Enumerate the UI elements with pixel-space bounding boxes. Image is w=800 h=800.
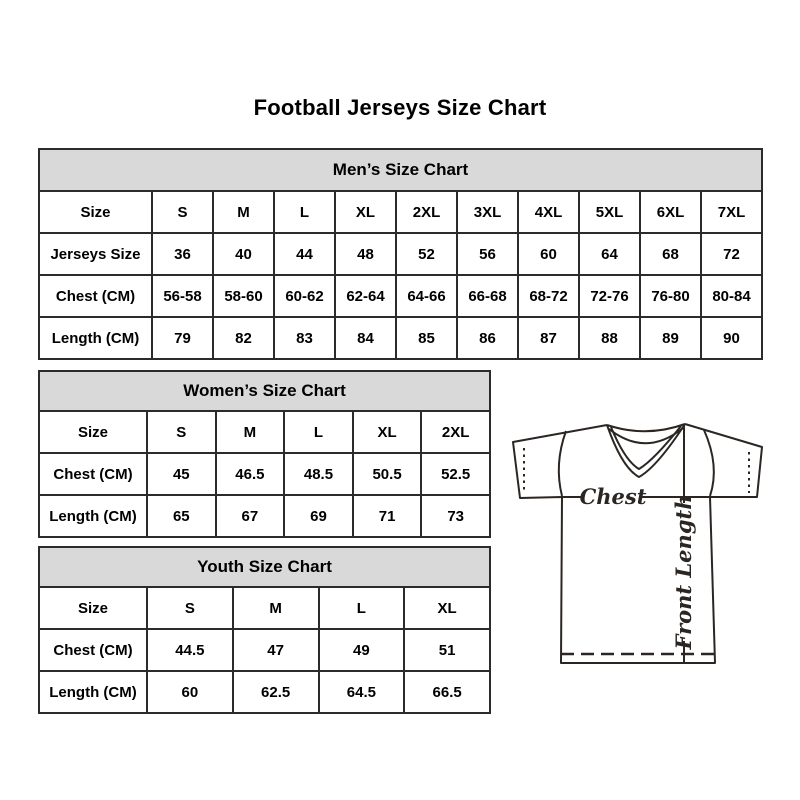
- youth-size-table: [38, 546, 491, 714]
- cell-value: 47: [233, 629, 319, 671]
- cell-value: 2XL: [421, 411, 490, 453]
- cell-value: 76-80: [640, 275, 701, 317]
- cell-value: S: [147, 587, 233, 629]
- cell-value: 6XL: [640, 191, 701, 233]
- cell-value: 72-76: [579, 275, 640, 317]
- mens-size-chart-header: Men’s Size Chart: [39, 149, 762, 191]
- cell-value: XL: [335, 191, 396, 233]
- row-label: Size: [39, 191, 152, 233]
- page-title: Football Jerseys Size Chart: [253, 95, 547, 120]
- cell-value: 83: [274, 317, 335, 359]
- cell-value: 50.5: [353, 453, 422, 495]
- table-row: [39, 587, 490, 629]
- collar-v-inner: [611, 426, 681, 469]
- cell-value: 71: [353, 495, 422, 537]
- cell-value: 80-84: [701, 275, 762, 317]
- row-label: Length (CM): [39, 671, 147, 713]
- table-row: [39, 495, 490, 537]
- table-row: [39, 453, 490, 495]
- cell-value: 52: [396, 233, 457, 275]
- cell-value: 60: [147, 671, 233, 713]
- cell-value: 64.5: [319, 671, 405, 713]
- cell-value: XL: [353, 411, 422, 453]
- cell-value: 66.5: [404, 671, 490, 713]
- cell-value: 3XL: [457, 191, 518, 233]
- cell-value: 87: [518, 317, 579, 359]
- cell-value: 48.5: [284, 453, 353, 495]
- table-row: [39, 629, 490, 671]
- cell-value: 45: [147, 453, 216, 495]
- cell-value: 62-64: [335, 275, 396, 317]
- cell-value: 7XL: [701, 191, 762, 233]
- cell-value: 69: [284, 495, 353, 537]
- cell-value: 44: [274, 233, 335, 275]
- table-row: [39, 233, 762, 275]
- cell-value: 56: [457, 233, 518, 275]
- cell-value: 84: [335, 317, 396, 359]
- cell-value: L: [319, 587, 405, 629]
- cell-value: 79: [152, 317, 213, 359]
- cell-value: 51: [404, 629, 490, 671]
- cell-value: 89: [640, 317, 701, 359]
- table-row: [39, 411, 490, 453]
- cell-value: S: [152, 191, 213, 233]
- cell-value: S: [147, 411, 216, 453]
- cell-value: M: [233, 587, 319, 629]
- cell-value: 68: [640, 233, 701, 275]
- youth-size-chart-header: Youth Size Chart: [39, 547, 490, 587]
- cell-value: 44.5: [147, 629, 233, 671]
- row-label: Length (CM): [39, 495, 147, 537]
- cell-value: 73: [421, 495, 490, 537]
- row-label: Size: [39, 587, 147, 629]
- cell-value: 36: [152, 233, 213, 275]
- row-label: Chest (CM): [39, 275, 152, 317]
- cell-value: 72: [701, 233, 762, 275]
- cell-value: 60-62: [274, 275, 335, 317]
- row-label: Size: [39, 411, 147, 453]
- row-label: Chest (CM): [39, 453, 147, 495]
- cell-value: 56-58: [152, 275, 213, 317]
- cell-value: 88: [579, 317, 640, 359]
- womens-size-table: [38, 370, 491, 538]
- cell-value: 60: [518, 233, 579, 275]
- cell-value: 49: [319, 629, 405, 671]
- cell-value: 64: [579, 233, 640, 275]
- cell-value: 67: [216, 495, 285, 537]
- cell-value: 2XL: [396, 191, 457, 233]
- jersey-measurement-diagram: [495, 400, 785, 690]
- womens-size-chart-header: Women’s Size Chart: [39, 371, 490, 411]
- right-sleeve-seam: [704, 430, 714, 496]
- cell-value: 64-66: [396, 275, 457, 317]
- chest-label: Chest: [579, 484, 647, 509]
- table-header-row: [39, 547, 490, 587]
- cell-value: 85: [396, 317, 457, 359]
- table-header-row: [39, 149, 762, 191]
- table-row: [39, 317, 762, 359]
- cell-value: 48: [335, 233, 396, 275]
- cell-value: XL: [404, 587, 490, 629]
- row-label: Jerseys Size: [39, 233, 152, 275]
- table-row: [39, 671, 490, 713]
- cell-value: 68-72: [518, 275, 579, 317]
- row-label: Chest (CM): [39, 629, 147, 671]
- cell-value: L: [284, 411, 353, 453]
- cell-value: 66-68: [457, 275, 518, 317]
- cell-value: M: [213, 191, 274, 233]
- mens-size-table: [38, 148, 763, 360]
- cell-value: 62.5: [233, 671, 319, 713]
- cell-value: L: [274, 191, 335, 233]
- cell-value: 46.5: [216, 453, 285, 495]
- cell-value: 65: [147, 495, 216, 537]
- cell-value: 58-60: [213, 275, 274, 317]
- cell-value: 90: [701, 317, 762, 359]
- cell-value: 52.5: [421, 453, 490, 495]
- collar-top-arc: [607, 424, 685, 431]
- row-label: Length (CM): [39, 317, 152, 359]
- front-length-label: Front Length: [671, 494, 696, 650]
- left-sleeve-seam: [559, 431, 566, 496]
- table-row: [39, 191, 762, 233]
- cell-value: 4XL: [518, 191, 579, 233]
- jersey-outline: [513, 424, 762, 663]
- cell-value: 86: [457, 317, 518, 359]
- table-row: [39, 275, 762, 317]
- cell-value: 40: [213, 233, 274, 275]
- cell-value: M: [216, 411, 285, 453]
- cell-value: 5XL: [579, 191, 640, 233]
- cell-value: 82: [213, 317, 274, 359]
- table-header-row: [39, 371, 490, 411]
